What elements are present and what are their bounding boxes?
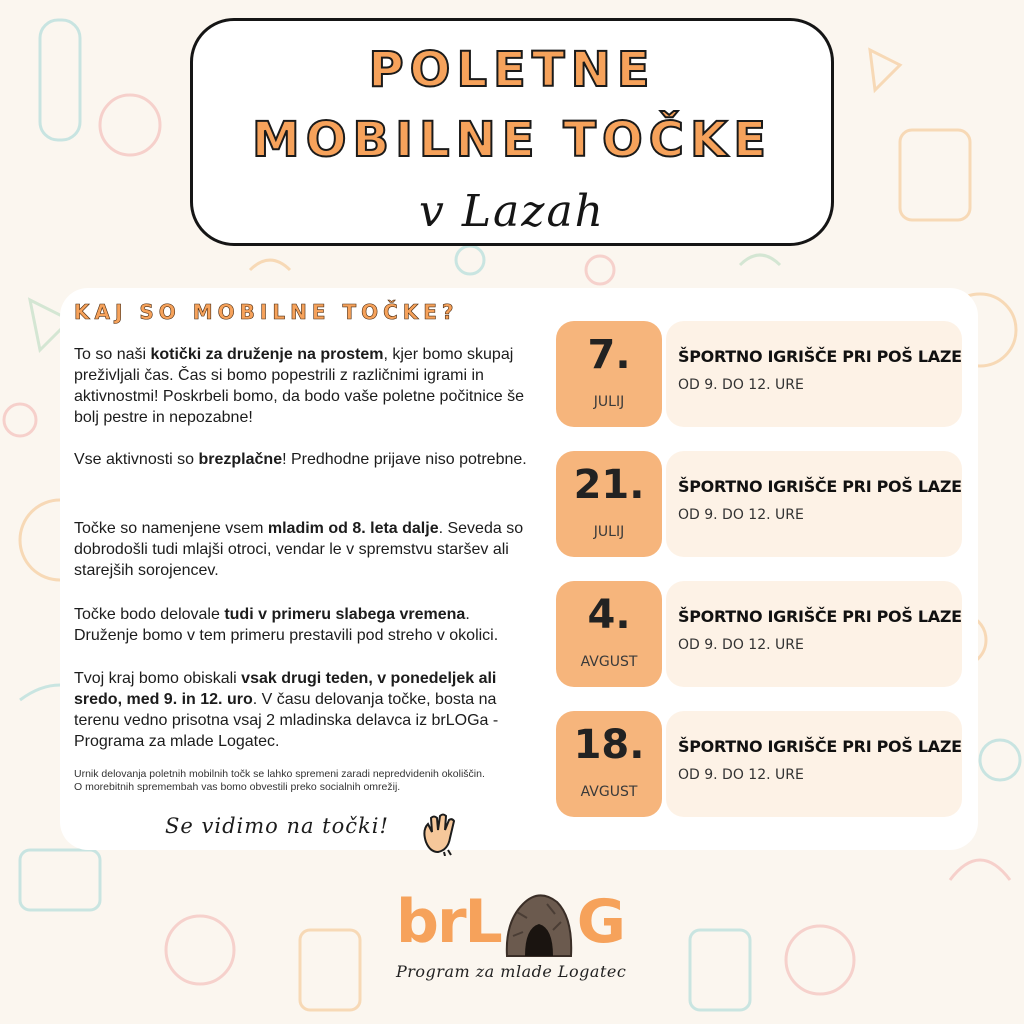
schedule-row bbox=[556, 711, 962, 817]
time-range: OD 9. DO 12. URE bbox=[678, 377, 804, 393]
location-name: ŠPORTNO IGRIŠČE PRI POŠ LAZE bbox=[678, 477, 962, 496]
frequency-paragraph: Tvoj kraj bomo obiskali vsak drugi teden, v ponedeljek ali sredo, med 9. in 12. uro. V času delovanja točke, bosta na terenu vedno prisotna vsaj 2 mladinska delavca iz brLOGa - Programa za mlade Logatec. bbox=[74, 670, 499, 750]
date-day: 18. bbox=[573, 722, 645, 768]
logo-tagline: Program za mlade Logatec bbox=[396, 962, 627, 981]
location-box bbox=[666, 321, 962, 427]
date-month: JULIJ bbox=[593, 524, 625, 540]
location-box bbox=[666, 451, 962, 557]
schedule-notice bbox=[74, 768, 544, 794]
waving-hand-icon bbox=[418, 812, 458, 856]
date-month: AVGUST bbox=[580, 654, 638, 670]
schedule-row bbox=[556, 321, 962, 427]
weather-paragraph: Točke bodo delovale tudi v primeru slabega vremena. Druženje bomo v tem primeru prestavili pod streho v okolici. bbox=[74, 606, 499, 644]
date-box bbox=[556, 581, 662, 687]
title-card bbox=[190, 18, 834, 246]
location-name: ŠPORTNO IGRIŠČE PRI POŠ LAZE bbox=[678, 737, 962, 756]
date-box bbox=[556, 451, 662, 557]
section-heading: KAJ SO MOBILNE TOČKE? bbox=[74, 300, 459, 324]
cave-icon bbox=[503, 892, 575, 958]
logo-wordmark: brL G bbox=[396, 887, 625, 957]
date-month: JULIJ bbox=[593, 394, 625, 410]
schedule-row bbox=[556, 581, 962, 687]
notice-line-1: Urnik delovanja poletnih mobilnih točk se lahko spremeni zaradi nepredvidenih okoliščin. bbox=[74, 768, 485, 780]
brlog-logo bbox=[396, 887, 636, 1012]
age-paragraph: Točke so namenjene vsem mladim od 8. leta dalje. Seveda so dobrodošli tudi mlajši otroci, vendar le v spremstvu staršev ali starejših sorojencev. bbox=[74, 520, 524, 579]
date-box bbox=[556, 711, 662, 817]
title-line-2: MOBILNE TOČKE bbox=[251, 112, 773, 168]
intro-paragraph: To so naši kotički za druženje na prostem, kjer bomo skupaj preživljali čas. Čas si bomo popestrili z različnimi igrami in aktivnostmi! Poskrbeli bomo, da bodo vaše poletne počitnice še bolj pestre in nepozabne! bbox=[74, 346, 525, 426]
location-box bbox=[666, 711, 962, 817]
schedule-row bbox=[556, 451, 962, 557]
location-name: ŠPORTNO IGRIŠČE PRI POŠ LAZE bbox=[678, 347, 962, 366]
time-range: OD 9. DO 12. URE bbox=[678, 507, 804, 523]
date-box bbox=[556, 321, 662, 427]
location-box bbox=[666, 581, 962, 687]
time-range: OD 9. DO 12. URE bbox=[678, 637, 804, 653]
date-day: 4. bbox=[587, 592, 631, 638]
title-line-1: POLETNE bbox=[368, 42, 656, 98]
date-day: 7. bbox=[587, 332, 631, 378]
location-name: ŠPORTNO IGRIŠČE PRI POŠ LAZE bbox=[678, 607, 962, 626]
free-paragraph: Vse aktivnosti so brezplačne! Predhodne prijave niso potrebne. bbox=[74, 451, 527, 468]
time-range: OD 9. DO 12. URE bbox=[678, 767, 804, 783]
notice-line-2: O morebitnih spremembah vas bomo obvestili preko socialnih omrežij. bbox=[74, 781, 401, 793]
date-day: 21. bbox=[573, 462, 645, 508]
date-month: AVGUST bbox=[580, 784, 638, 800]
location-subtitle: v Lazah bbox=[418, 186, 606, 237]
signoff-text: Se vidimo na točki! bbox=[165, 814, 389, 838]
